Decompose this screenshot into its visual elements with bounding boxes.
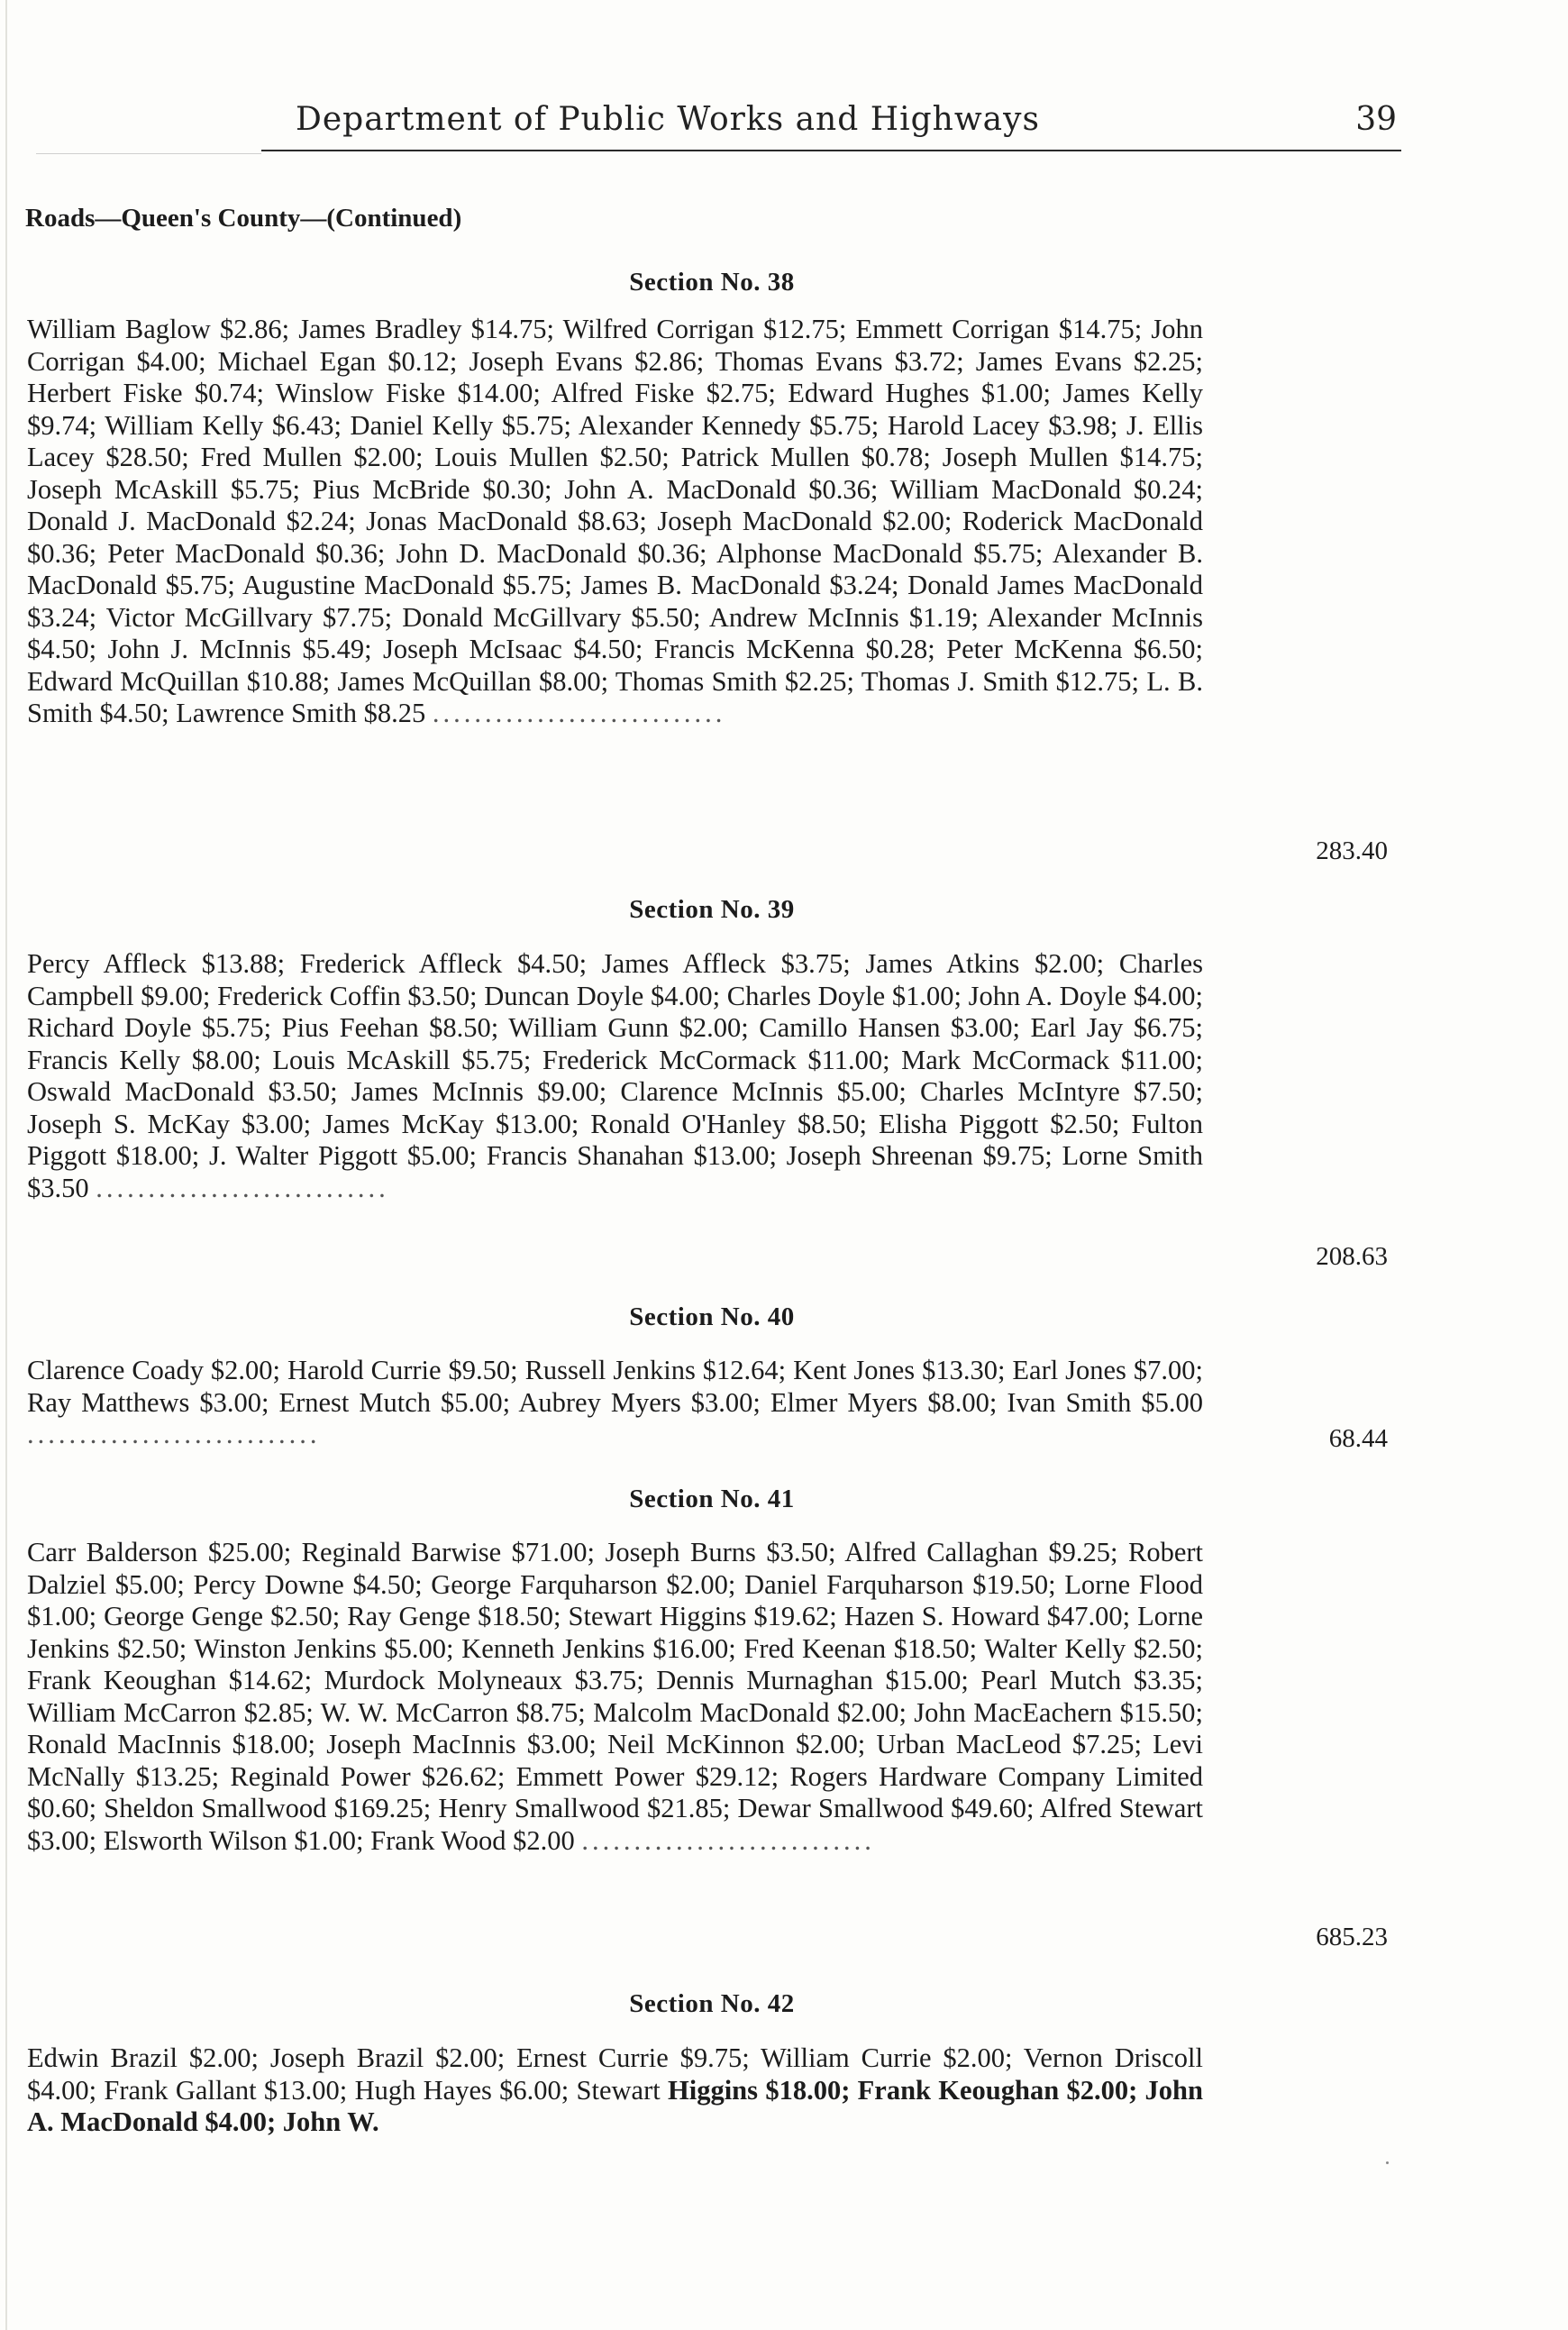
section-total: 208.63 bbox=[1316, 1242, 1388, 1271]
section-total: 283.40 bbox=[1316, 836, 1388, 865]
dot-leader: ............................ bbox=[432, 698, 726, 728]
scan-edge bbox=[5, 0, 7, 2330]
page-title: Department of Public Works and Highways bbox=[296, 101, 1040, 138]
section-total: 685.23 bbox=[1316, 1923, 1388, 1951]
section-heading: Section No. 41 bbox=[629, 1485, 795, 1513]
section-entry bbox=[27, 948, 1203, 1204]
section-entry-text: Clarence Coady $2.00; Harold Currie $9.50; Russell Jenkins $12.64; Kent Jones $13.30; Earl Jones $7.00; Ray Matthews $3.00; Ernest Mutch $5.00; Aubrey Myers $3.00; Elmer Myers $8.00; Ivan Smith $5.00 bbox=[27, 1355, 1203, 1418]
page-header bbox=[261, 101, 1397, 151]
section-entry bbox=[27, 314, 1203, 730]
section-entry bbox=[27, 1537, 1203, 1857]
section-heading: Section No. 42 bbox=[629, 1989, 795, 2018]
header-rule-faint bbox=[36, 153, 261, 154]
section-entry bbox=[27, 2042, 1203, 2139]
section-heading: Section No. 39 bbox=[629, 895, 795, 924]
section-entry-text: William Baglow $2.86; James Bradley $14.75; Wilfred Corrigan $12.75; Emmett Corrigan $14.75; John Corrigan $4.00; Michael Egan $0.12; Joseph Evans $2.86; Thomas Evans $3.72; James Evans $2.25; Herbert Fiske $0.74; Winslow Fiske $14.00; Alfred Fiske $2.75; Edward Hughes $1.00; James Kelly $9.74; William Kelly $6.43; Daniel Kelly $5.75; Alexander Kennedy $5.75; Harold Lacey $3.98; J. Ellis Lacey $28.50; Fred Mullen $2.00; Louis Mullen $2.50; Patrick Mullen $0.78; Joseph Mullen $14.75; Joseph McAskill $5.75; Pius McBride $0.30; John A. MacDonald $0.36; William MacDonald $0.24; Donald J. MacDonald $2.24; Jonas MacDonald $8.63; Joseph MacDonald $2.00; Roderick MacDonald $0.36; Peter MacDonald $0.36; John D. MacDonald $0.36; Alphonse MacDonald $5.75; Alexander B. MacDonald $5.75; Augustine MacDonald $5.75; James B. MacDonald $3.24; Donald James MacDonald $3.24; Victor McGillvary $7.75; Donald McGillvary $5.50; Andrew McInnis $1.19; Alexander McInnis $4.50; John J. McInnis $5.49; Joseph McIsaac $4.50; Francis McKenna $0.28; Peter McKenna $6.50; Edward McQuillan $10.88; James McQuillan $8.00; Thomas Smith $2.25; Thomas J. Smith $12.75; L. B. Smith $4.50; Lawrence Smith $8.25 bbox=[27, 314, 1203, 728]
section-heading: Section No. 38 bbox=[629, 268, 795, 297]
page-number: 39 bbox=[1355, 101, 1397, 138]
section-entry-text: Carr Balderson $25.00; Reginald Barwise $71.00; Joseph Burns $3.50; Alfred Callaghan $9.25; Robert Dalziel $5.00; Percy Downe $4.50; George Farquharson $2.00; Daniel Farquharson $19.50; Lorne Flood $1.00; George Genge $2.50; Ray Genge $18.50; Stewart Higgins $19.62; Hazen S. Howard $47.00; Lorne Jenkins $2.50; Winston Jenkins $5.00; Kenneth Jenkins $16.00; Fred Keenan $18.50; Walter Kelly $2.50; Frank Keoughan $14.62; Murdock Molyneaux $3.75; Dennis Murnaghan $15.00; Pearl Mutch $3.35; William McCarron $2.85; W. W. McCarron $8.75; Malcolm MacDonald $2.00; John MacEachern $15.50; Ronald MacInnis $18.00; Joseph MacInnis $3.00; Neil McKinnon $2.00; Urban MacLeod $7.25; Levi McNally $13.25; Reginald Power $26.62; Emmett Power $29.12; Rogers Hardware Company Limited $0.60; Sheldon Smallwood $169.25; Henry Smallwood $21.85; Dewar Smallwood $49.60; Alfred Stewart $3.00; Elsworth Wilson $1.00; Frank Wood $2.00 bbox=[27, 1537, 1203, 1856]
section-entry-text: Edwin Brazil $2.00; Joseph Brazil $2.00; Ernest Currie $9.75; William Currie $2.00; Vernon Driscoll $4.00; Frank Gallant $13.00; Hugh Hayes $6.00; Stewart bbox=[27, 2042, 1203, 2106]
header-rule bbox=[261, 150, 1401, 151]
running-head: Roads—Queen's County—(Continued) bbox=[25, 204, 462, 233]
scan-fleck bbox=[1386, 2161, 1389, 2164]
section-entry-text: Percy Affleck $13.88; Frederick Affleck $4.50; James Affleck $3.75; James Atkins $2.00; Charles Campbell $9.00; Frederick Coffin $3.50; Duncan Doyle $4.00; Charles Doyle $1.00; John A. Doyle $4.00; Richard Doyle $5.75; Pius Feehan $8.50; William Gunn $2.00; Camillo Hansen $3.00; Earl Jay $6.75; Francis Kelly $8.00; Louis McAskill $5.75; Frederick McCormack $11.00; Mark McCormack $11.00; Oswald MacDonald $3.50; James McInnis $9.00; Clarence McInnis $5.00; Charles McIntyre $7.50; Joseph S. McKay $3.00; James McKay $13.00; Ronald O'Hanley $8.50; Elisha Piggott $2.50; Fulton Piggott $18.00; J. Walter Piggott $5.00; Francis Shanahan $13.00; Joseph Shreenan $9.75; Lorne Smith $3.50 bbox=[27, 948, 1203, 1203]
section-total: 68.44 bbox=[1328, 1424, 1388, 1453]
section-entry bbox=[27, 1355, 1203, 1451]
dot-leader: ............................ bbox=[581, 1824, 875, 1856]
section-heading: Section No. 40 bbox=[629, 1302, 795, 1331]
dot-leader: ............................ bbox=[27, 1419, 321, 1449]
dot-leader: ............................ bbox=[96, 1172, 389, 1203]
section-entry-text-bold: Higgins $18.00; Frank Keoughan $2.00; John A. MacDonald $4.00; John W. bbox=[27, 2074, 1203, 2137]
